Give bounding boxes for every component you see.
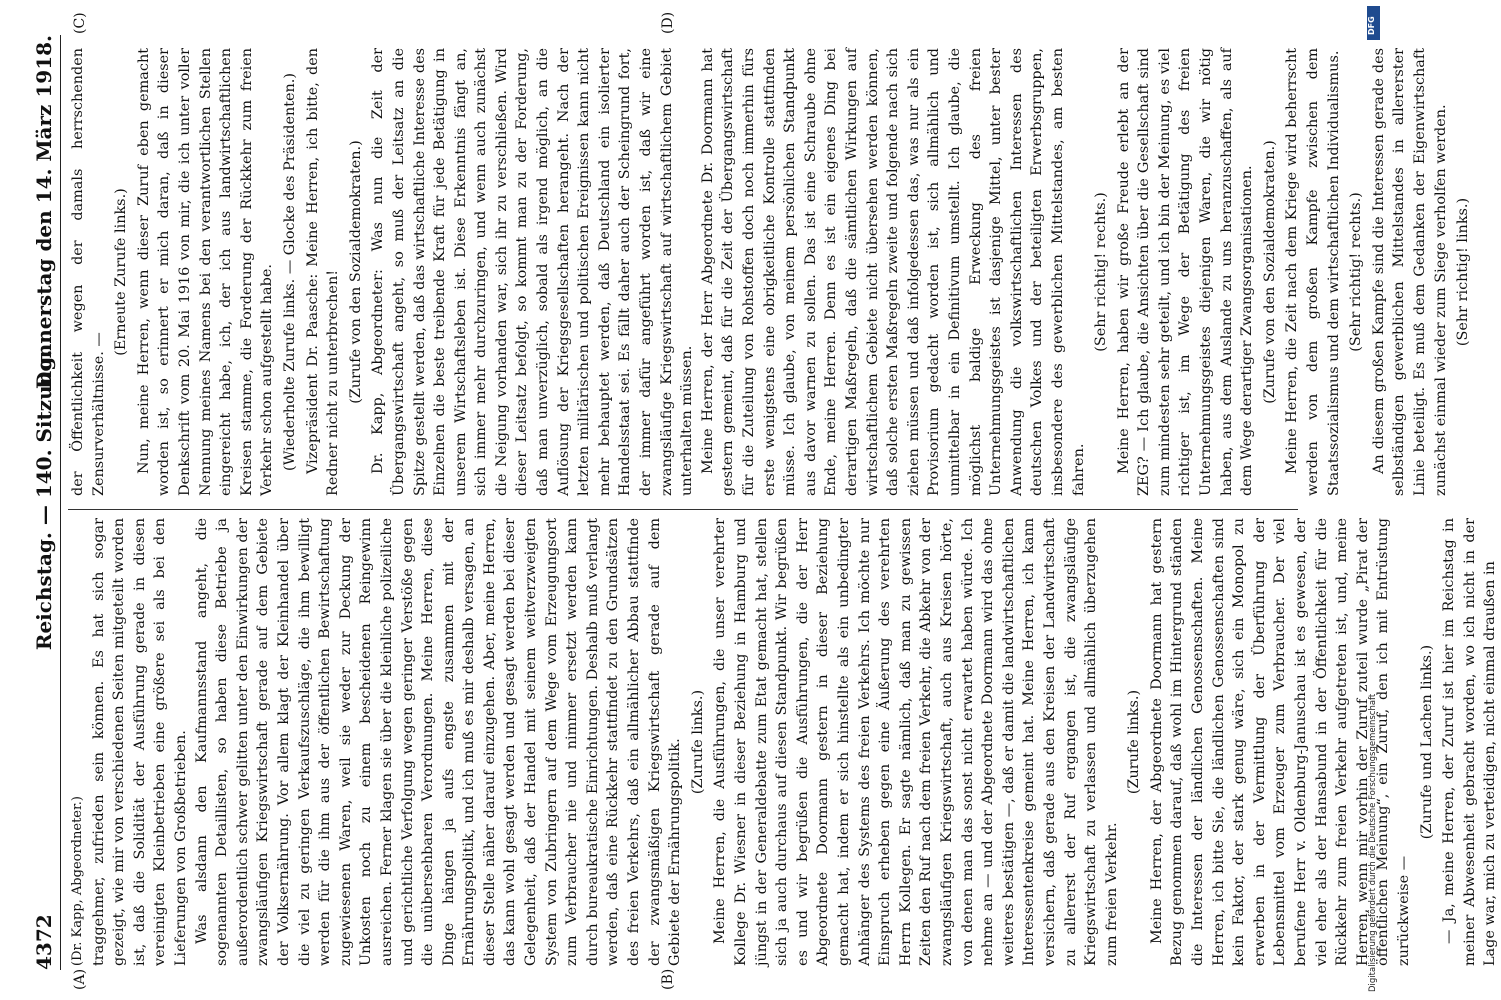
speech-paragraph: Meine Herren, haben wir große Freude erlebt an der ZEG? — Ich glaube, die Ansichten über die Gesellschaft sind zum mindesten sehr geteilt, und ich bin der Meinung, es viel richtiger ist, im Wege der Betätigung des freien Unternehmungsgeistes diejenigen Waren, die wir nötig haben, aus dem Auslande zu uns heranzuschaffen, als auf dem Wege derartiger Zwangsorganisationen. [1115, 48, 1256, 496]
column-divider [68, 509, 1298, 510]
audience-reaction: (Zurufe von den Sozialdemokraten.) [1261, 140, 1278, 404]
speech-paragraph: Meine Herren, die Ausführungen, die unser verehrter Kollege Dr. Wiesner in dieser Beziehung in Hamburg und jüngst in der Generaldebatte zum Etat gemacht hat, stellen sich ja auch durchaus auf diesen Standpunkt. Wir begrüßen es und wir begrüßen die Ausführungen, die der Herr Abgeordnete Doormann gestern in dieser Beziehung gemacht hat, indem er sich hinstellte als ein unbedingter Anhänger des Systems des freien Verkehrs. Ich möchte nur Einspruch erheben gegen eine Äußerung des verehrten Herrn Kollegen. Er sagte nämlich, daß man zu gewissen Zeiten den Ruf nach dem freien Verkehr, die Abkehr von der zwangsläufigen Kriegswirtschaft, auch aus Kreisen hörte, von denen man das sonst nicht erwartet haben würde. Ich nehme an — und der Abgeordnete Doormann wird das ohne weiteres bestätigen —, daß er damit die landwirtschaftlichen Interessentenkreise gemeint hat. Meine Herren, ich kann versichern, daß gerade aus den Kreisen der Landwirtschaft zu allererst der Ruf ergangen ist, die zwangsläufige Kriegswirtschaft zu verlassen und allmählich überzugehen zum freien Verkehr. [712, 518, 1120, 966]
audience-reaction: (Zurufe links.) [689, 689, 706, 795]
speech-paragraph: Meine Herren, die Zeit nach dem Kriege wird beherrscht werden von dem großen Kampfe zwischen dem Staatssozialismus und dem wirtschaftlichen Individualismus. [1284, 48, 1342, 496]
right-column-body [68, 48, 1474, 496]
audience-reaction: (Erneute Zurufe links.) [113, 188, 130, 356]
speech-paragraph: — Ja, meine Herren, der Zuruf ist hier im Reichstag in meiner Abwesenheit gebracht worden, wo ich nicht in der Lage war, mich zu verteidigen, nicht einmal draußen in [1441, 518, 1499, 966]
audience-reaction: (Zurufe und Lachen links.) [1418, 644, 1435, 840]
dfg-logo-text: DFG [1367, 16, 1376, 35]
margin-marker-c: (C) [72, 12, 88, 34]
audience-reaction: (Sehr richtig! rechts.) [1093, 192, 1110, 352]
audience-reaction: (Wiederholte Zurufe links. — Glocke des Präsidenten.) [281, 73, 298, 472]
speech-paragraph: Meine Herren, der Abgeordnete Doormann hat gestern Bezug genommen darauf, daß wohl im Hintergrund ständen die Interessen der ländlichen Genossenschaften. Meine Herren, ich bitte Sie, die ländlichen Genossenschaften sind kein Faktor, der stark genug wäre, sich ein Monopol zu erwerben in der Vermittlung der Überführung der Lebensmittel vom Erzeuger zum Verbraucher. Der viel berufene Herr v. Oldenburg-Januschau ist es gewesen, der viel eher als der Hansabund in der Öffentlichkeit für die Rückkehr zum freien Verkehr aufgetreten ist, und, meine Herren, wenn mir vorhin der Zuruf zuteil wurde „Pirat der öffentlichen Meinung“, ein Zuruf, den ich mit Entrüstung zurückweise — [1148, 518, 1412, 966]
speech-paragraph: Was alsdann den Kaufmannsstand angeht, die sogenannten Detaillisten, so haben diese Betriebe ja außerordentlich schwer gelitten unter den Einwirkungen der zwangsläufigen Kriegswirtschaft gerade auf dem Gebiete der Volksernährung. Vor allem klagt der Kleinhandel über die viel zu geringen Verkaufszuschläge, die ihm bewilligt werden für die ihm aus der öffentlichen Bewirtschaftung zugewiesenen Waren, weil sie weder zur Deckung der Unkosten noch zu einem bescheidenen Reingewinn ausreichen. Ferner klagen sie über die kleinliche polizeiliche und gerichtliche Verfolgung wegen geringer Verstöße gegen die unübersehbaren Verordnungen. Meine Herren, diese Dinge hängen ja aufs engste zusammen mit der Ernährungspolitik, und ich muß es mir deshalb versagen, an dieser Stelle näher darauf einzugehen. Aber, meine Herren, das kann wohl gesagt werden und gesagt werden bei dieser Gelegenheit, daß der Handel mit seinem weitverzweigten System von Zubringern auf dem Wege vom Erzeugungsort zum Verbraucher nie und nimmer ersetzt werden kann durch bureaukratische Einrichtungen. Deshalb muß verlangt werden, daß eine Rückkehr stattfindet zu den Grundsätzen des freien Verkehrs, daß ein allmählicher Abbau stattfinde der zwangsmäßigen Kriegswirtschaft gerade auf dem Gebiete der Ernährungspolitik. [193, 518, 684, 966]
dfg-logo [1367, 6, 1380, 40]
margin-marker-b: (B) [660, 968, 676, 990]
session-date: Donnerstag den 14. März 1918. [32, 35, 56, 389]
speech-paragraph: Meine Herren, der Herr Abgeordnete Dr. Doormann hat gestern gemeint, daß für die Zeit der Übergangswirtschaft für die Zuteilung von Rohstoffen doch noch immerhin fürs erste wenigstens eine obrigkeitliche Kontrolle stattfinden müsse. Ich glaube, von meinem persönlichen Standpunkt aus davor warnen zu sollen. Das ist eine Schraube ohne Ende, meine Herren. Denn es ist ein eigenes Ding bei derartigen Maßregeln, daß die sämtlichen Wirkungen auf wirtschaftlichem Gebiete nicht übersehen werden können, daß solche ersten Maßregeln zweite und folgende nach sich ziehen müssen und daß infolgedessen das, was nur als ein Provisorium gedacht worden ist, sich allmählich und unmittelbar in ein Definitivum umstellt. Ich glaube, die möglichst baldige Erweckung des freien Unternehmungsgeistes ist dasjenige Mittel, unter bester Anwendung die volkswirtschaftlichen Interessen des deutschen Volkes und der beteiligten Erwerbsgruppen, insbesondere des gewerblichen Mittelstandes, am besten fahren. [699, 48, 1087, 496]
session-title: Reichstag. — 140. Sitzung. [32, 349, 56, 651]
speech-paragraph: der Öffentlichkeit wegen der damals herrschenden Zensurverhältnisse. — [70, 48, 107, 496]
audience-reaction: (Zurufe von den Sozialdemokraten.) [347, 140, 364, 404]
right-text-column [68, 48, 1472, 496]
speaker-attribution: (Dr. Kapp, Abgeordneter.) [70, 796, 85, 966]
audience-reaction: (Sehr richtig! links.) [1455, 197, 1472, 347]
speech-paragraph: Nun, meine Herren, wenn dieser Zuruf eben gemacht worden ist, so erinnert er mich daran, daß in dieser Denkschrift vom 20. Mai 1916 von mir, die ich unter voller Nennung meines Namens bei den verantwortlichen Stellen eingereicht habe, ich, der ich aus landwirtschaftlichen Kreisen stamme, die Forderung der Rückkehr zum freien Verkehr schon aufgestellt habe. [135, 48, 276, 496]
speech-paragraph: An diesem großen Kampfe sind die Interessen gerade des selbständigen gewerblichen Mittelstandes in allererster Linie beteiligt. Es muß dem Gedanken der Eigenwirtschaft zunächst einmal wieder zum Siege verholfen werden. [1370, 48, 1449, 496]
left-column-body [89, 518, 1501, 966]
digitization-note: Digitalisierung gefördert durch die Deutsche Forschungsgemeinschaft [1368, 693, 1378, 992]
audience-reaction: (Sehr richtig! rechts.) [1348, 192, 1365, 352]
speech-paragraph: Vizepräsident Dr. Paasche: Meine Herren, ich bitte, den Redner nicht zu unterbrechen! [304, 48, 342, 496]
page-header [26, 35, 61, 970]
margin-marker-d: (D) [660, 11, 676, 34]
margin-marker-a: (A) [72, 968, 88, 990]
speech-paragraph: Dr. Kapp, Abgeordneter: Was nun die Zeit der Übergangswirtschaft angeht, so muß der Leitsatz an die Spitze gestellt werden, daß das wirtschaftliche Interesse des Einzelnen die beste treibende Kraft für jede Betätigung in unserem Wirtschaftsleben ist. Diese Erkenntnis fängt an, sich immer mehr durchzuringen, und wenn auch zunächst die Neigung vorhanden war, sich ihr zu verschließen. Wird dieser Leitsatz befolgt, so kommt man zu der Forderung, daß man unverzüglich, sobald als irgend möglich, an die Auflösung der Kriegsgesellschaften herangeht. Nach der letzten militärischen und politischen Ereignissen kann nicht mehr behauptet werden, daß Deutschland ein isolierter Handelsstaat sei. Es fällt daher auch der Scheingrund fort, der immer dafür angeführt worden ist, daß wir eine zwangsläufige Kriegswirtschaft auf wirtschaftlichem Gebiet unterhalten müssen. [370, 48, 696, 496]
page-number: 4372 [32, 914, 56, 970]
speech-paragraph: traggehmer, zufrieden sein können. Es hat sich sogar gezeigt, wie mir von verschiedenen Seiten mitgeteilt worden ist, daß die Solidität der Ausführung gerade in diesen vereinigten Kleinbetrieben eine größere sei als bei den Lieferungen von Großbetrieben. [90, 518, 189, 966]
audience-reaction: (Zurufe links.) [1126, 689, 1143, 795]
